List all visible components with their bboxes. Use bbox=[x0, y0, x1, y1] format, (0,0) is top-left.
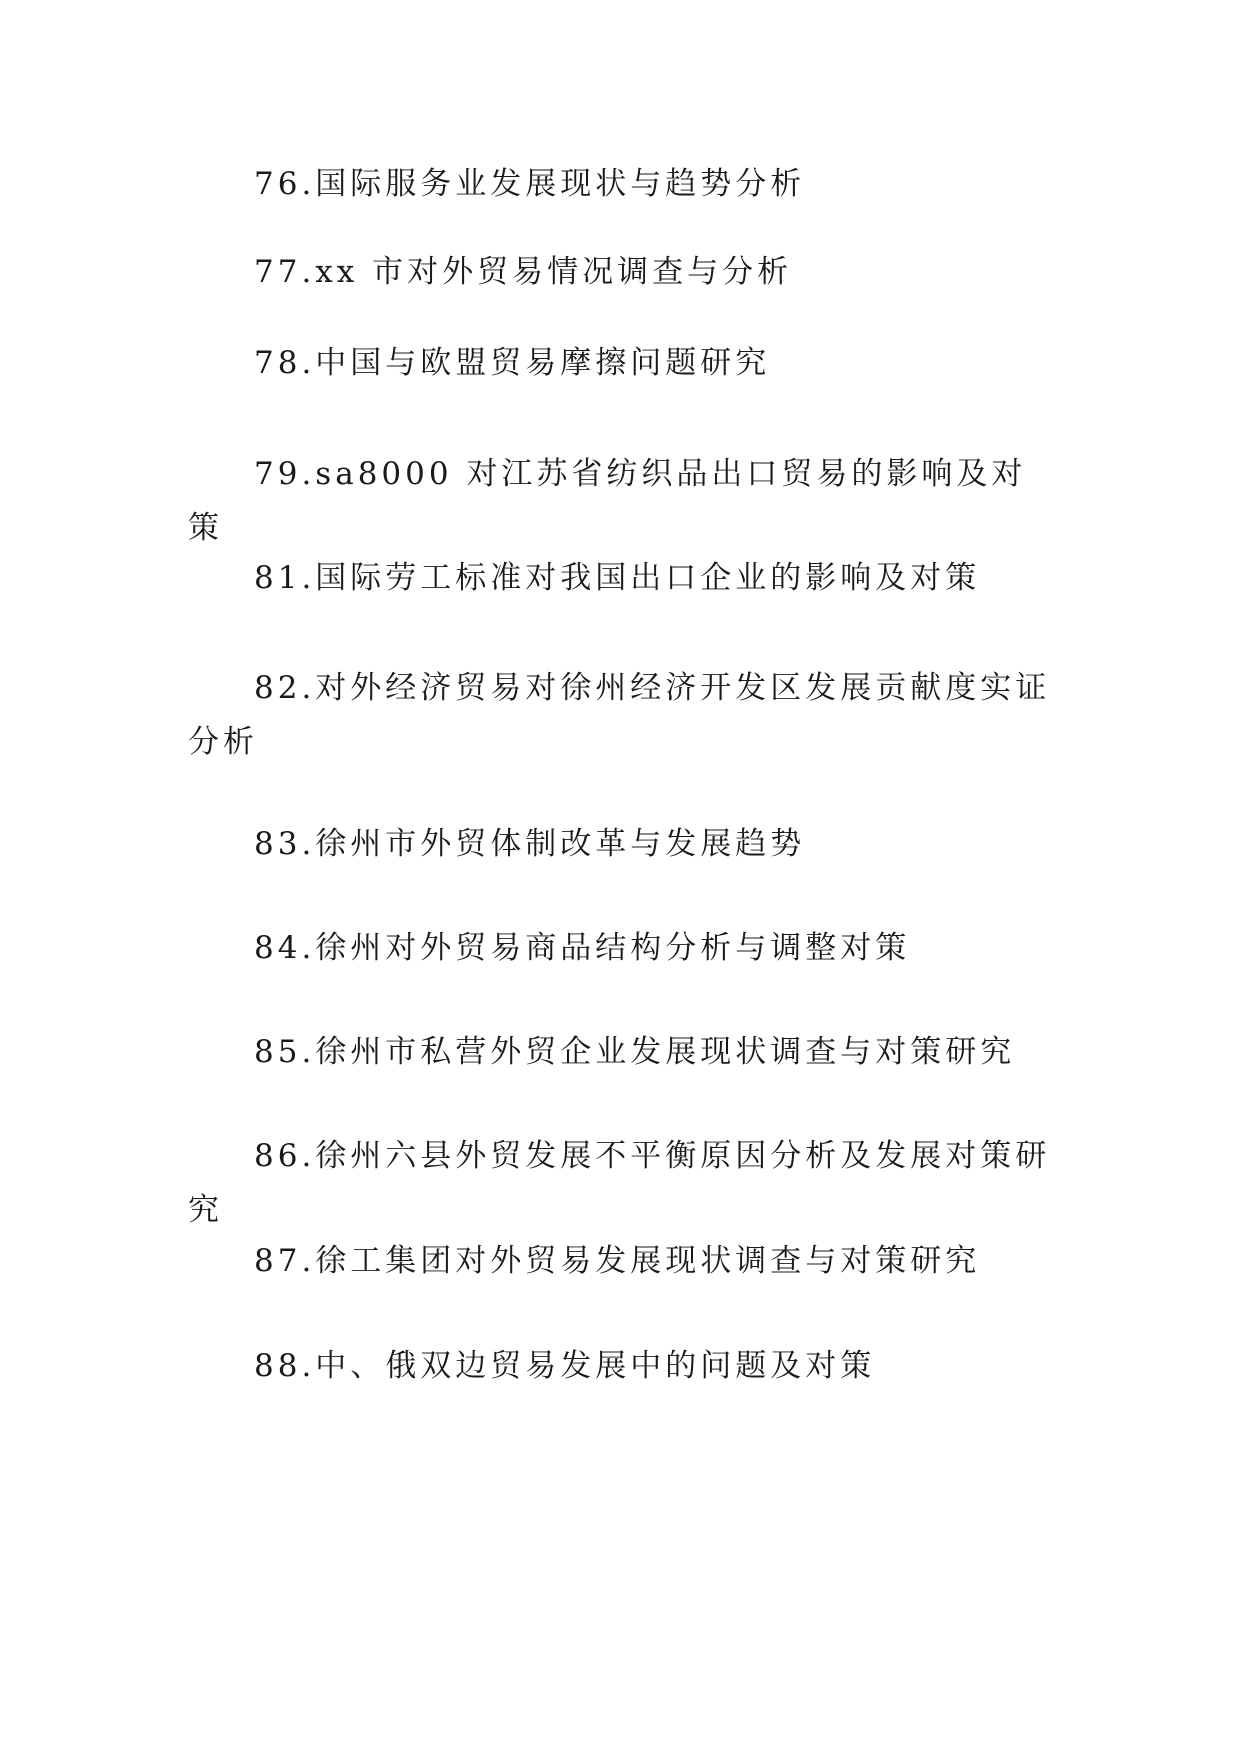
list-item: 85.徐州市私营外贸企业发展现状调查与对策研究 bbox=[254, 1034, 1016, 1070]
list-item: 84.徐州对外贸易商品结构分析与调整对策 bbox=[254, 930, 911, 966]
list-item: 83.徐州市外贸体制改革与发展趋势 bbox=[254, 826, 806, 862]
list-item: 87.徐工集团对外贸易发展现状调查与对策研究 bbox=[254, 1243, 981, 1279]
list-item: 82.对外经济贸易对徐州经济开发区发展贡献度实证分析 bbox=[188, 670, 1051, 760]
list-item: 78.中国与欧盟贸易摩擦问题研究 bbox=[254, 345, 771, 381]
list-item: 76.国际服务业发展现状与趋势分析 bbox=[254, 166, 806, 202]
list-item: 77.xx 市对外贸易情况调查与分析 bbox=[254, 254, 793, 290]
list-item: 86.徐州六县外贸发展不平衡原因分析及发展对策研究 bbox=[188, 1138, 1051, 1228]
list-item: 88.中、俄双边贸易发展中的问题及对策 bbox=[254, 1348, 876, 1384]
list-item: 81.国际劳工标准对我国出口企业的影响及对策 bbox=[254, 560, 981, 596]
list-item: 79.sa8000 对江苏省纺织品出口贸易的影响及对策 bbox=[188, 456, 1027, 546]
